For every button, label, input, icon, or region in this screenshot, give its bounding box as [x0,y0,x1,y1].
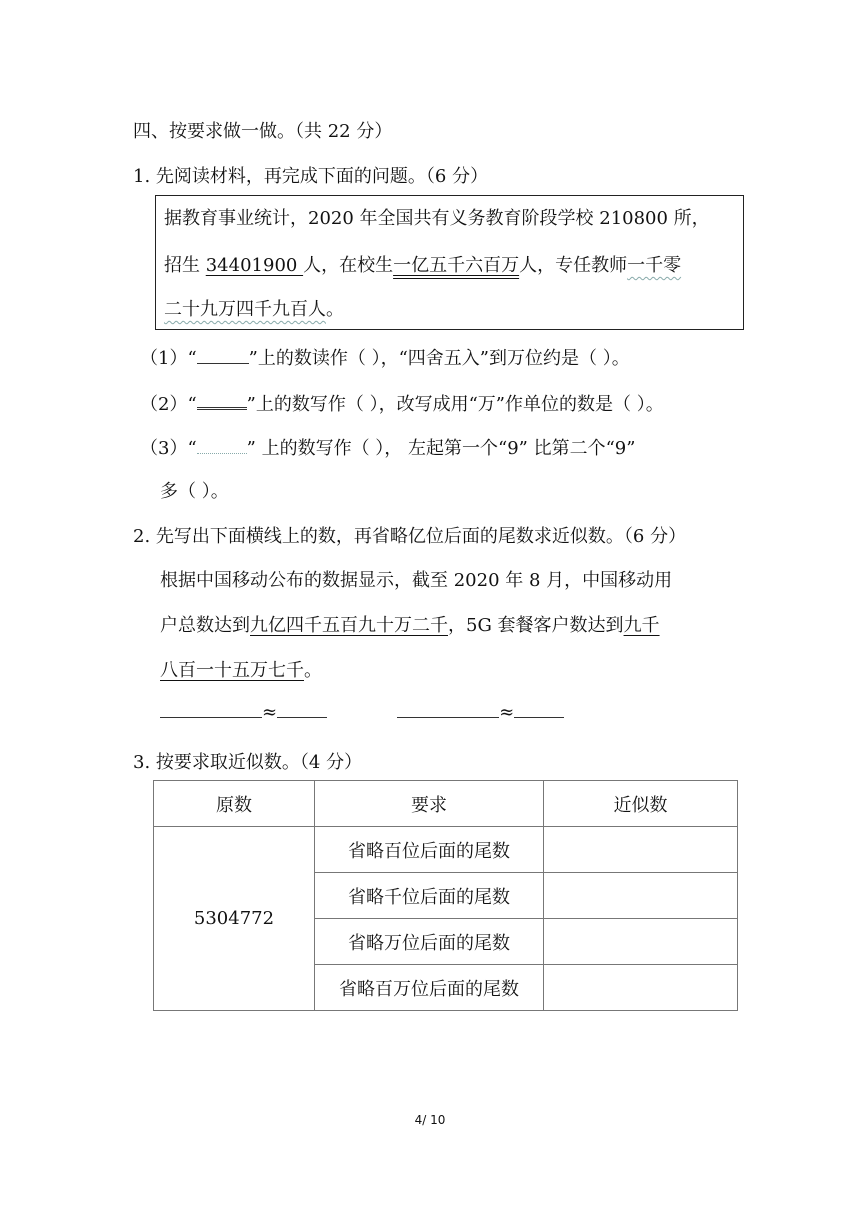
header-original: 原数 [154,781,315,827]
header-approx: 近似数 [544,781,738,827]
answer-blank[interactable] [277,701,327,718]
material-line-3 [164,295,344,321]
text: ” 上的数写作（ ）， 左起第一个“9” 比第二个“9” [246,438,636,459]
answer-cell[interactable] [544,919,738,965]
text: 招生 [164,255,206,276]
wavy-underlined-number: 二十九万四千九百人 [164,299,326,320]
text: （3）“ [140,438,197,459]
sub-question-1 [140,344,630,370]
answer-blank[interactable] [197,437,247,454]
q2-line-1: 根据中国移动公布的数据显示，截至 2020 年 8 月，中国移动用 [160,570,673,591]
reading-material-box [155,195,744,330]
text: ”上的数读作（ ），“四舍五入”到万位约是（ ）。 [248,348,630,369]
answer-blank[interactable] [397,701,499,718]
text: 。 [304,660,322,681]
question-3-title: 3. 按要求取近似数。（4 分） [133,752,363,773]
text: 户总数达到 [160,615,250,636]
requirement-cell: 省略百万位后面的尾数 [315,965,544,1011]
double-underlined-number: 一亿五千六百万 [393,255,520,276]
material-line-1: 据教育事业统计，2020 年全国共有义务教育阶段学校 210800 所， [164,208,710,229]
q2-line-2 [160,611,660,637]
question-1-title: 1. 先阅读材料，再完成下面的问题。（6 分） [133,166,489,187]
underlined-number: 八百一十五万七千 [160,660,304,681]
table-row [154,827,738,873]
original-number: 5304772 [154,827,315,1011]
sub-question-3-cont: 多（ ）。 [160,481,229,502]
underlined-number: 九亿四千五百九十万二千 [250,615,448,636]
text: （1）“ [140,348,197,369]
material-line-2 [164,251,681,277]
section-title: 四、按要求做一做。（共 22 分） [133,121,393,142]
underlined-number: 九千 [623,615,660,636]
text: 人，专任教师 [519,255,628,276]
sub-question-2 [140,390,664,416]
table-header-row [154,781,738,827]
text: ”上的数写作（ ），改写成用“万”作单位的数是（ ）。 [246,394,664,415]
text: （2）“ [140,394,197,415]
text: 人，在校生 [303,255,394,276]
requirement-cell: 省略百位后面的尾数 [315,827,544,873]
question-2-title: 2. 先写出下面横线上的数，再省略亿位后面的尾数求近似数。（6 分） [133,526,687,547]
approximation-table [153,780,738,1011]
answer-blank[interactable] [197,347,249,364]
sub-question-3 [140,434,635,460]
requirement-cell: 省略万位后面的尾数 [315,919,544,965]
answer-cell[interactable] [544,827,738,873]
underlined-number: 34401900 [205,255,304,276]
answer-cell[interactable] [544,873,738,919]
page-number: 4/ 10 [414,1113,446,1127]
answer-cell[interactable] [544,965,738,1011]
wavy-underlined-number: 一千零 [627,255,682,276]
answer-blank[interactable] [160,701,262,718]
approx-sign: ≈ [499,702,515,723]
q2-line-3 [160,656,322,682]
requirement-cell: 省略千位后面的尾数 [315,873,544,919]
text: 。 [326,299,344,320]
approx-sign: ≈ [262,702,278,723]
header-requirement: 要求 [315,781,544,827]
answer-blank[interactable] [514,701,564,718]
approximation-row [160,701,564,723]
answer-blank[interactable] [197,391,247,410]
text: ，5G 套餐客户数达到 [448,615,624,636]
